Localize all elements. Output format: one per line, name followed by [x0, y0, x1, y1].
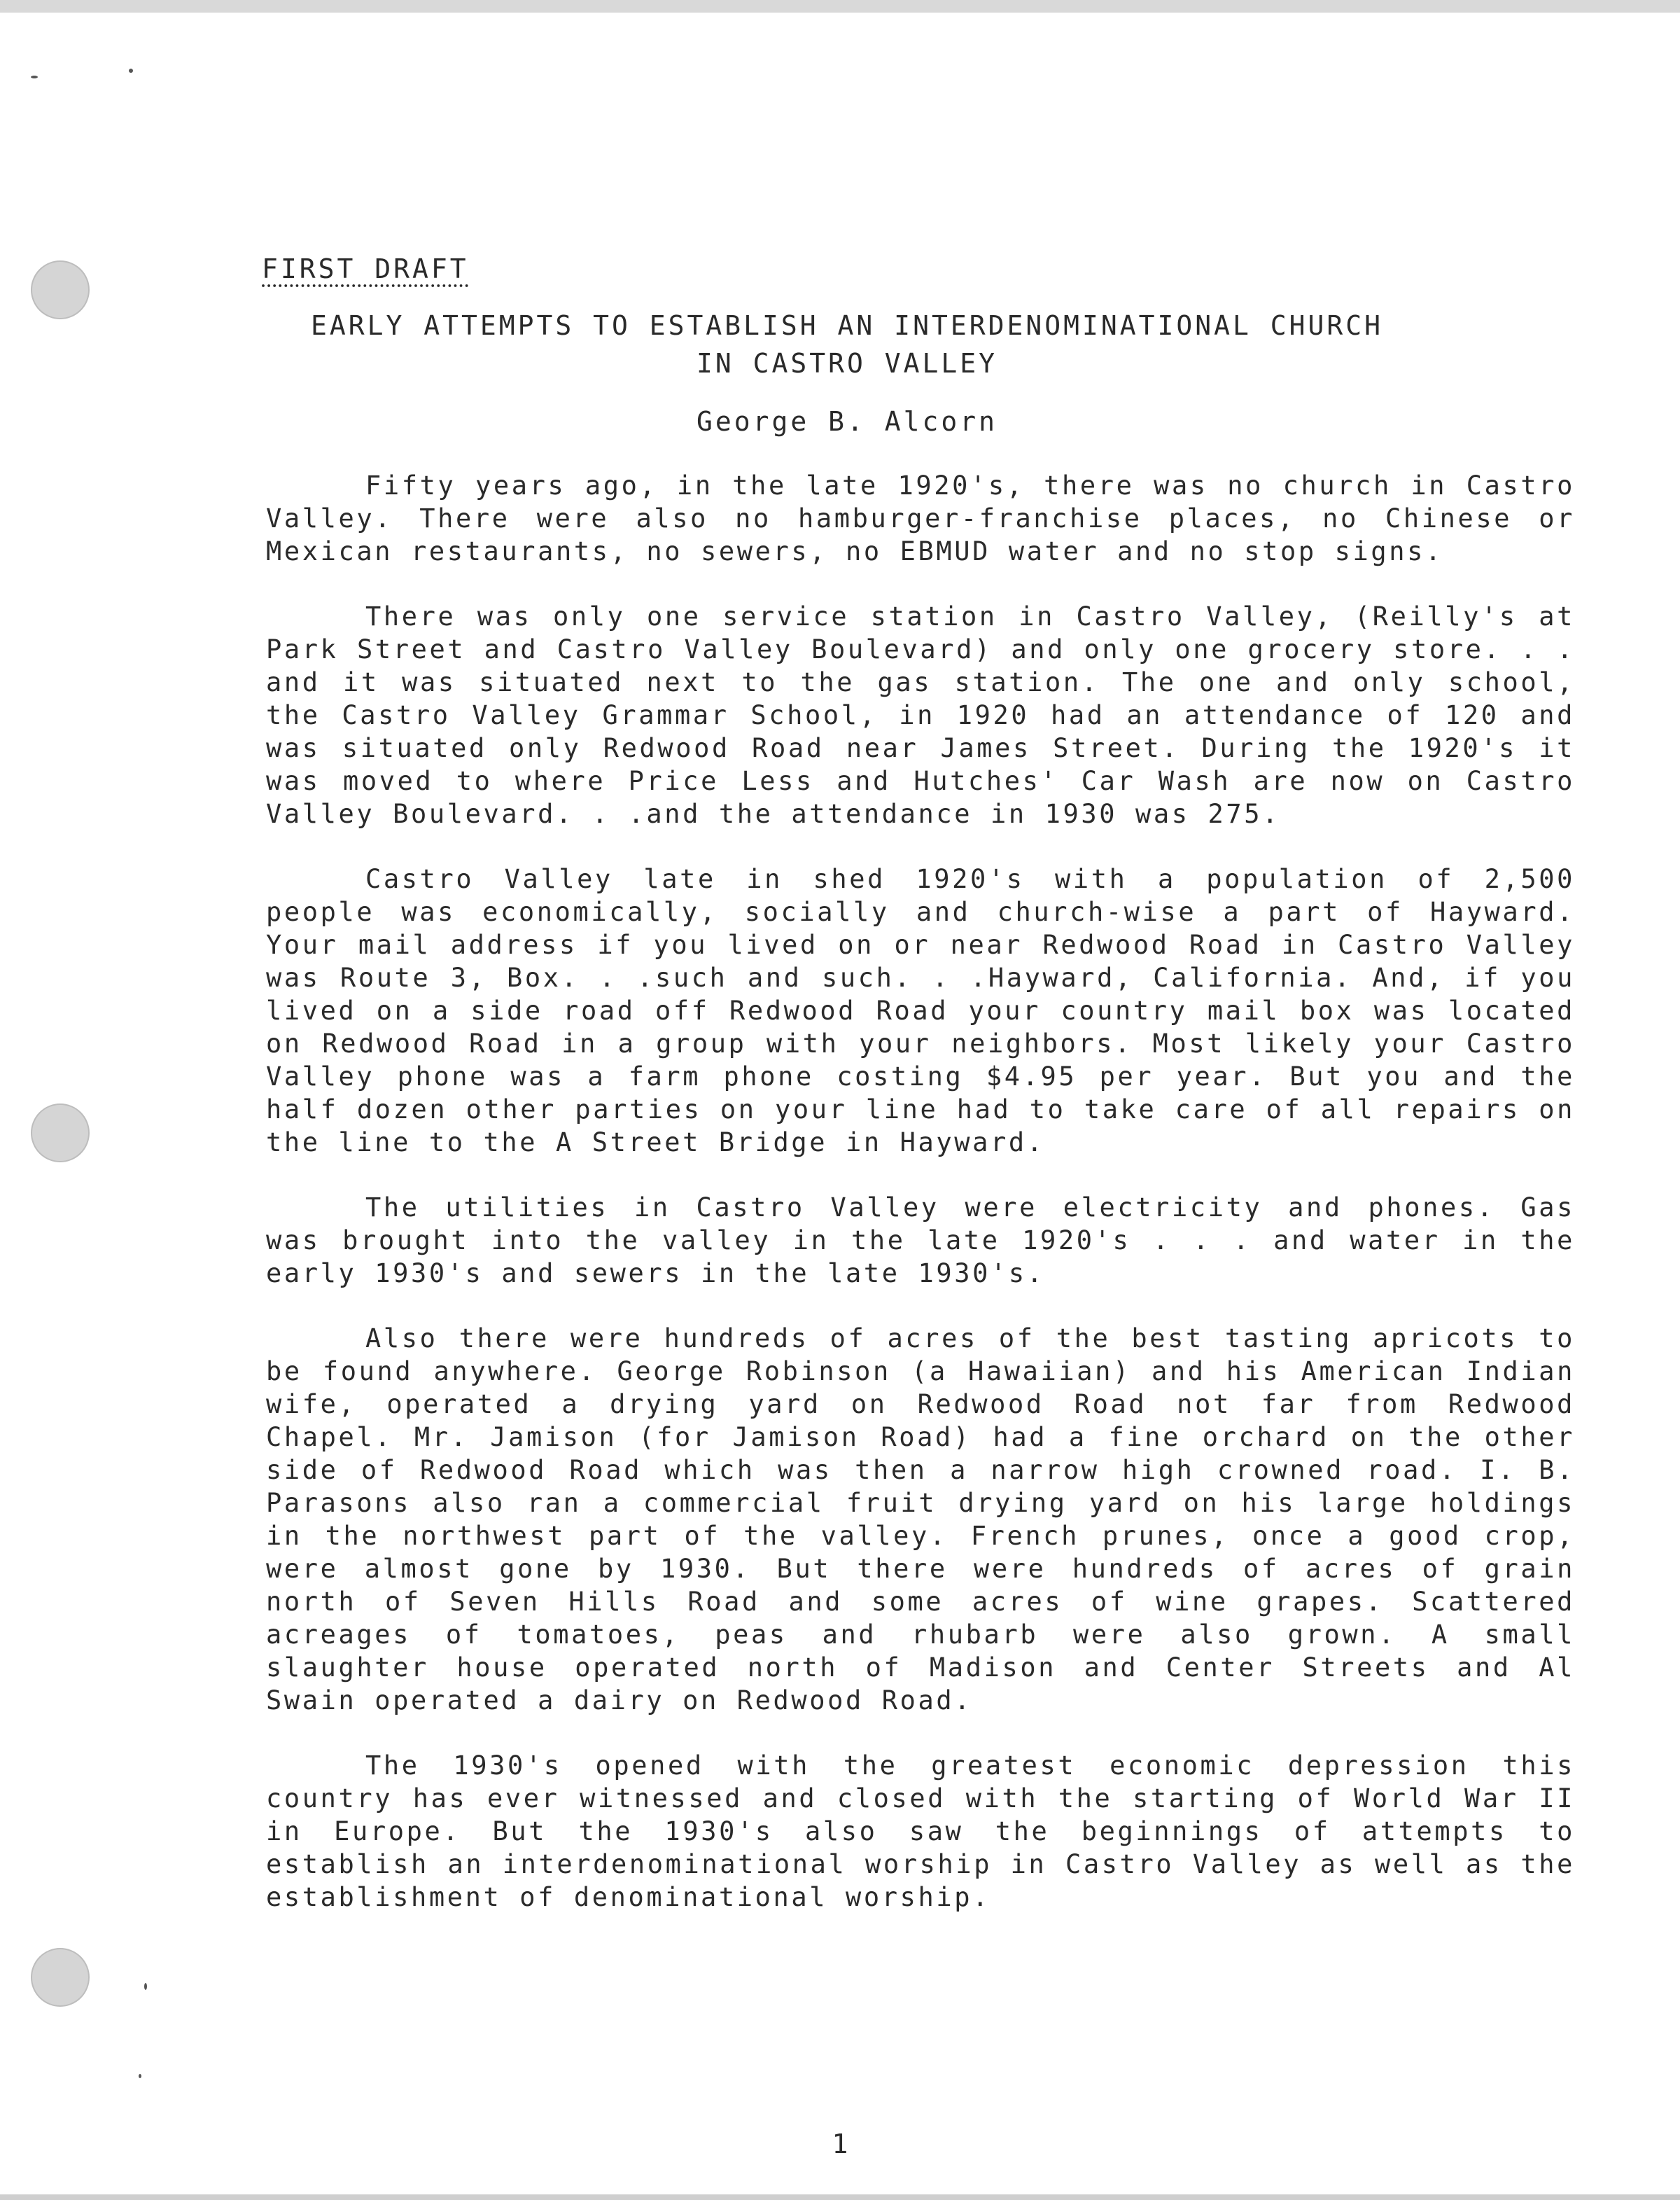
document-title	[182, 307, 1512, 382]
scan-top-edge	[0, 0, 1680, 13]
title-line-2: IN CASTRO VALLEY	[696, 348, 998, 379]
scan-speck	[144, 1983, 147, 1990]
title-line-1: EARLY ATTEMPTS TO ESTABLISH AN INTERDENOMINATIONAL CHURCH	[310, 310, 1384, 341]
scan-speck	[129, 69, 133, 73]
scan-speck	[139, 2074, 141, 2078]
paragraph: There was only one service station in Castro Valley, (Reilly's at Park Street and Castro Valley Boulevard) and only one grocery store. . . and it was situated next to the gas station. The one and only school, the Castro Valley Grammar School, in 1920 had an attendance of 120 and was situated only Redwood Road near James Street. During the 1920's it was moved to where Price Less and Hutches' Car Wash are now on Castro Valley Boulevard. . .and the attendance in 1930 was 275.	[266, 601, 1575, 829]
scan-bottom-edge	[0, 2194, 1680, 2200]
page-number: 1	[832, 2129, 848, 2159]
body-text	[266, 469, 1575, 1946]
punch-hole-middle	[31, 1104, 90, 1162]
paragraph: Fifty years ago, in the late 1920's, there was no church in Castro Valley. There were also no hamburger-franchise places, no Chinese or Mexican restaurants, no sewers, no EBMUD water and no stop signs.	[266, 471, 1575, 566]
punch-hole-bottom	[31, 1948, 90, 2007]
paragraph: The utilities in Castro Valley were electricity and phones. Gas was brought into the valley in the late 1920's . . . and water in the early 1930's and sewers in the late 1930's.	[266, 1192, 1575, 1288]
paragraph: Castro Valley late in shed 1920's with a population of 2,500 people was economically, socially and church-wise a part of Hayward. Your mail address if you lived on or near Redwood Road in Castro Valley was Route 3, Box. . .such and such. . .Hayward, California. And, if you lived on a side road off Redwood Road your country mail box was located on Redwood Road in a group with your neighbors. Most likely your Castro Valley phone was a farm phone costing $4.95 per year. But you and the half dozen other parties on your line had to take care of all repairs on the line to the A Street Bridge in Hayward.	[266, 864, 1575, 1157]
paragraph: The 1930's opened with the greatest economic depression this country has ever witnessed and closed with the starting of World War II in Europe. But the 1930's also saw the beginnings of attempts to establish an interdenominational worship in Castro Valley as well as the establishment of denominational worship.	[266, 1750, 1575, 1912]
paragraph: Also there were hundreds of acres of the best tasting apricots to be found anywhere. George Robinson (a Hawaiian) and his American Indian wife, operated a drying yard on Redwood Road not far from Redwood Chapel. Mr. Jamison (for Jamison Road) had a fine orchard on the other side of Redwood Road which was then a narrow high crowned road. I. B. Parasons also ran a commercial fruit drying yard on his large holdings in the northwest part of the valley. French prunes, once a good crop, were almost gone by 1930. But there were hundreds of acres of grain north of Seven Hills Road and some acres of wine grapes. Scattered acreages of tomatoes, peas and rhubarb were also grown. A small slaughter house operated north of Madison and Center Streets and Al Swain operated a dairy on Redwood Road.	[266, 1323, 1575, 1715]
author-name: George B. Alcorn	[696, 406, 998, 437]
punch-hole-top	[31, 260, 90, 319]
scan-speck	[31, 76, 38, 78]
draft-label: FIRST DRAFT	[262, 253, 469, 284]
